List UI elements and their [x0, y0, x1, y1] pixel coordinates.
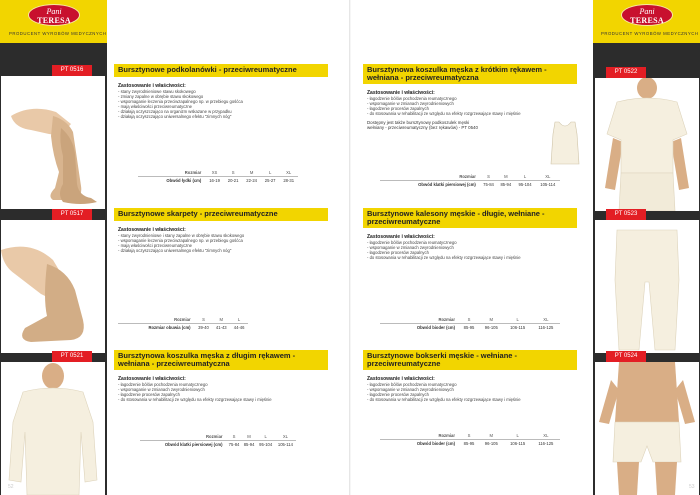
brand-logo: Pani TERESA: [621, 4, 673, 26]
size-label: Rozmiar: [174, 317, 191, 322]
product-photo-knee-socks: [1, 76, 105, 209]
usage-item: - łagodzenie procesów zapalnych: [367, 106, 577, 111]
usage-item: - działają oczyszczająco na organizm wskazane w przypadku: [118, 109, 328, 114]
product-photo-tank-top: [545, 120, 585, 166]
usage-item: - wspomaganie leczenia przeciwzapalnego np. w przebiegu gośćca: [118, 238, 328, 243]
value-cell: 85-95: [459, 324, 479, 332]
size-cell: L: [268, 170, 272, 175]
usage-item: - wspomaganie w zmianach zwyrodnieniowych: [367, 101, 577, 106]
size-label: Rozmiar: [438, 317, 455, 322]
size-cell: S: [232, 434, 236, 439]
usage-item: - łagodzenie procesów zapalnych: [118, 392, 328, 397]
usage-block: [118, 376, 328, 402]
usage-item: - łagodzenie bólów pochodzenia reumatycznego: [367, 240, 577, 245]
usage-item: - do stosowania w rehabilitacji ze względu na efekty rozgrzewające stawy i mięśnie: [367, 111, 577, 116]
size-cell: XS: [211, 170, 218, 175]
usage-item: - mają właściwości przeciwreumatyczne: [118, 243, 328, 248]
size-label: Rozmiar: [438, 433, 455, 438]
measure-label: Obwód klatki piersiowej (cm): [140, 441, 227, 449]
product-title: Bursztynowa koszulka męska z długim rękawem - wełniana - przeciwreumatyczna: [114, 350, 328, 370]
size-cell: S: [202, 317, 205, 322]
usage-item: - wspomaganie w zmianach zwyrodnieniowych: [118, 387, 328, 392]
size-table: [140, 433, 296, 448]
product-title: Bursztynowe kalesony męskie - długie, wełniane - przeciwreumatyczne: [363, 208, 577, 228]
size-cell: L: [516, 433, 519, 438]
value-cell: 22-24: [242, 177, 261, 185]
usage-block: [118, 227, 328, 253]
size-cell: S: [467, 433, 471, 438]
product-title: Bursztynowa koszulka męska z krótkim rękawem - wełniana - przeciwreumatyczna: [363, 64, 577, 84]
usage-heading: Zastosowanie i właściwości:: [118, 376, 186, 382]
usage-block: [367, 90, 577, 116]
size-label: Rozmiar: [184, 170, 202, 175]
usage-heading: Zastosowanie i właściwości:: [367, 234, 435, 240]
usage-item: - wspomaganie w zmianach zwyrodnieniowych: [367, 245, 577, 250]
product-photo-boxers: [595, 362, 699, 495]
value-cell: 28-31: [279, 177, 298, 185]
measure-label: Obwód bioder (cm): [380, 440, 459, 448]
product-title: Bursztynowe podkolanówki - przeciwreumatyczne: [114, 64, 328, 77]
size-table: [380, 173, 560, 188]
product-code: PT 0524: [606, 351, 646, 362]
value-cell: 25-27: [261, 177, 280, 185]
value-cell: 39-40: [195, 324, 213, 332]
size-cell: XL: [282, 434, 288, 439]
usage-item: - zmiany zapalne w obrębie stawu skokowego: [118, 94, 328, 99]
brand-tagline: PRODUCENT WYROBÓW MEDYCZNYCH: [601, 31, 699, 36]
size-cell: S: [467, 317, 471, 322]
usage-block: [367, 376, 577, 402]
product-section-pt0521: [114, 350, 328, 402]
value-cell: 44-46: [230, 324, 248, 332]
product-photo-socks: [1, 220, 105, 353]
product-section-pt0516: [114, 64, 328, 119]
size-table: [380, 432, 560, 447]
usage-item: - łagodzenie procesów zapalnych: [367, 250, 577, 255]
product-section-pt0523: [363, 208, 577, 260]
value-cell: 16-19: [205, 177, 224, 185]
size-cell: M: [489, 433, 494, 438]
usage-block: [367, 234, 577, 260]
size-cell: XL: [543, 317, 549, 322]
measure-label: Obwód łydki (cm): [138, 177, 205, 185]
value-cell: 85-94: [497, 181, 514, 189]
value-cell: 96-105: [479, 324, 503, 332]
size-table: [118, 316, 248, 331]
product-title: Bursztynowe bokserki męskie - wełniane - przeciwreumatyczne: [363, 350, 577, 370]
value-cell: 75-84: [227, 441, 242, 449]
measure-label: Obwód bioder (cm): [380, 324, 459, 332]
value-cell: 85-95: [459, 440, 479, 448]
product-section-pt0517: [114, 208, 328, 253]
value-cell: 116-125: [532, 324, 560, 332]
usage-heading: Zastosowanie i właściwości:: [118, 83, 186, 89]
usage-heading: Zastosowanie i właściwości:: [367, 376, 435, 382]
usage-item: - działają oczyszczająco uniwersalnego efektu "zimnych nóg": [118, 114, 328, 119]
usage-item: - łagodzenie procesów zapalnych: [367, 392, 577, 397]
value-cell: 95-104: [257, 441, 275, 449]
usage-item: - do stosowania w rehabilitacji ze względu na efekty rozgrzewające stawy i mięśnie: [367, 255, 577, 260]
product-photo-long-johns: [595, 220, 699, 353]
right-page: [350, 0, 700, 495]
measure-label: Rozmiar obuwia (cm): [118, 324, 195, 332]
measure-label: Obwód klatki piersiowej (cm): [380, 181, 480, 189]
usage-item: - łagodzenie bólów pochodzenia reumatycznego: [118, 382, 328, 387]
value-cell: 85-94: [242, 441, 257, 449]
product-note: Dostępny jest także bursztynowy podkoszulek męski wełniany - przeciwreumatyczny (bez rękawów) - PT 0540: [367, 120, 478, 131]
usage-item: - łagodzenie bólów pochodzenia reumatycznego: [367, 96, 577, 101]
product-section-pt0524: [363, 350, 577, 402]
size-cell: XL: [545, 174, 551, 179]
product-title: Bursztynowe skarpety - przeciwreumatyczne: [114, 208, 328, 221]
page-number: 53: [689, 484, 695, 490]
usage-item: - wspomaganie leczenia przeciwzapalnego np. w przebiegu gośćca: [118, 99, 328, 104]
size-cell: M: [247, 434, 251, 439]
size-label: Rozmiar: [206, 434, 223, 439]
product-code: PT 0517: [52, 209, 92, 220]
size-cell: S: [231, 170, 235, 175]
value-cell: 105-114: [536, 181, 560, 189]
size-cell: L: [237, 317, 241, 322]
usage-item: - stany zwyrodnieniowe i stany zapalne w obrębie stawu skokowego: [118, 233, 328, 238]
brand-logo: Pani TERESA: [28, 4, 80, 26]
size-cell: M: [489, 317, 494, 322]
brand-tagline: PRODUCENT WYROBÓW MEDYCZNYCH: [9, 31, 107, 36]
value-cell: 116-125: [532, 440, 560, 448]
value-cell: 106-115: [504, 324, 532, 332]
size-cell: M: [504, 174, 508, 179]
value-cell: 105-114: [275, 441, 296, 449]
product-code: PT 0523: [606, 209, 646, 220]
usage-item: - działają oczyszczająco uniwersalnego efektu "zimnych nóg": [118, 248, 328, 253]
product-photo-long-sleeve-shirt: [1, 362, 105, 495]
usage-item: - mają właściwości przeciwreumatyczne: [118, 104, 328, 109]
size-cell: S: [487, 174, 490, 179]
usage-item: - łagodzenie bólów pochodzenia reumatycznego: [367, 382, 577, 387]
usage-heading: Zastosowanie i właściwości:: [367, 90, 435, 96]
product-code: PT 0521: [52, 351, 92, 362]
size-cell: L: [516, 317, 519, 322]
usage-item: - wspomaganie w zmianach zwyrodnieniowych: [367, 387, 577, 392]
usage-heading: Zastosowanie i właściwości:: [118, 227, 186, 233]
size-label: Rozmiar: [459, 174, 476, 179]
page-number: 52: [8, 484, 14, 490]
size-cell: L: [523, 174, 527, 179]
value-cell: 41-43: [212, 324, 230, 332]
product-code: PT 0522: [606, 67, 646, 78]
size-cell: M: [219, 317, 224, 322]
value-cell: 75-84: [480, 181, 497, 189]
value-cell: 20-21: [224, 177, 243, 185]
size-table: [380, 316, 560, 331]
size-table: [138, 169, 298, 184]
product-photo-short-sleeve-shirt: [595, 78, 699, 211]
size-cell: XL: [286, 170, 292, 175]
product-code: PT 0516: [52, 65, 92, 76]
page-fold: [349, 0, 351, 495]
value-cell: 96-105: [479, 440, 503, 448]
usage-item: - stany zwyrodnieniowe stawu skokowego: [118, 89, 328, 94]
value-cell: 95-104: [515, 181, 536, 189]
size-cell: L: [264, 434, 267, 439]
usage-item: - do stosowania w rehabilitacji ze względu na efekty rozgrzewające stawy i mięśnie: [118, 397, 328, 402]
size-cell: M: [249, 170, 254, 175]
value-cell: 106-115: [504, 440, 532, 448]
size-cell: XL: [543, 433, 549, 438]
usage-block: [118, 83, 328, 119]
usage-item: - do stosowania w rehabilitacji ze względu na efekty rozgrzewające stawy i mięśnie: [367, 397, 577, 402]
